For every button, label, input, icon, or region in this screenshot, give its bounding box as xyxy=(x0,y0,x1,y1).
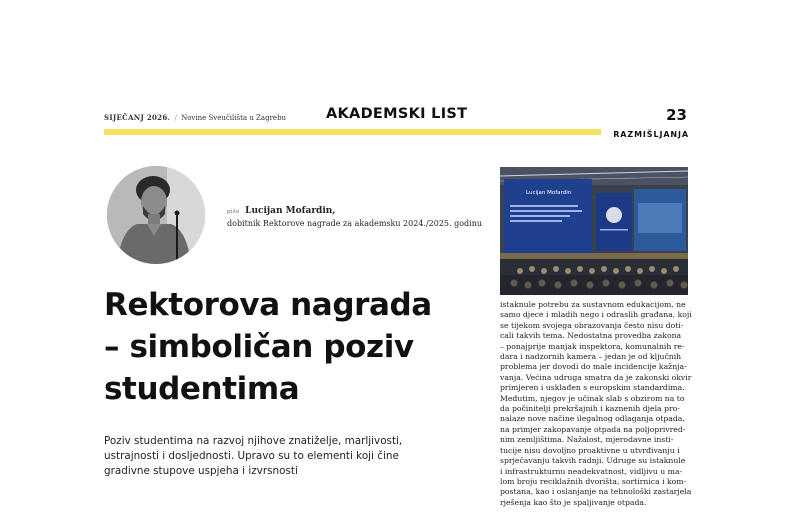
body-line: dara i nadzornih kamera – jedan je od ključnih xyxy=(500,352,682,362)
page-number: 23 xyxy=(666,106,687,124)
issue-date: SIJEČANJ 2026. xyxy=(104,113,171,122)
headline-line: studentima xyxy=(104,371,300,407)
body-line: vanja. Većina udruga smatra da je zakonski okvir xyxy=(500,372,692,382)
body-line: i infrastrukturnu neadekvatnost, vidljivu u ma- xyxy=(500,466,683,476)
body-line: samo djece i mladih nego i odraslih građana, koji xyxy=(500,310,692,320)
body-line: problema jer dovodi do male incidencije kažnja- xyxy=(500,362,687,372)
section-name: RAZMIŠLJANJA xyxy=(613,130,689,139)
body-line: postana, kao i oslanjanje na tehnološki zastarjela xyxy=(500,487,692,497)
issue-info xyxy=(104,113,286,122)
author-name: Lucijan Mofardin, xyxy=(245,206,336,216)
body-line: Međutim, njegov je učinak slab s obzirom na to xyxy=(500,393,685,403)
article-body xyxy=(500,300,690,508)
article-headline xyxy=(104,284,484,410)
lead-line: ustrajnosti i dosljednosti. Upravo su to elementi koji čine xyxy=(104,450,399,462)
body-line: sprječavanju takvih radnji. Udruge su istaknule xyxy=(500,456,686,466)
headline-line: – simboličan poziv xyxy=(104,329,414,365)
byline xyxy=(227,205,482,230)
body-line: – ponajprije manjak inspektora, komunalnih re- xyxy=(500,341,685,351)
body-line: da počinitelji prekršajnih i kaznenih djela pro- xyxy=(500,404,680,414)
article-lead xyxy=(104,434,444,479)
slide-title: Lucijan Mofardin xyxy=(526,190,572,196)
author-description: dobitnik Rektorove nagrade za akademsku 2024./2025. godinu xyxy=(227,219,483,228)
body-line: nim zemljištima. Nažalost, mjerodavne insti- xyxy=(500,435,674,445)
lead-line: Poziv studentima na razvoj njihove znatiželje, marljivosti, xyxy=(104,435,403,447)
event-photo xyxy=(500,167,688,295)
body-line: na primjer zakopavanje otpada na poljoprivred- xyxy=(500,424,686,434)
author-portrait-image xyxy=(107,166,205,264)
lead-line: gradivne stupove uspjeha i izvrsnosti xyxy=(104,465,298,477)
newspaper-name: Novine Sveučilišta u Zagrebu xyxy=(181,114,287,122)
body-line: nalaze nove načine ilegalnog odlaganja otpada, xyxy=(500,414,685,424)
body-line: tucije nisu dovoljno proaktivne u utvrđivanju i xyxy=(500,445,680,455)
body-line: cali takvih tema. Nedostatna provedba zakona xyxy=(500,331,682,341)
body-line: primjeren i usklađen s europskim standardima. xyxy=(500,383,685,393)
author-photo xyxy=(107,166,205,264)
issue-separator: / xyxy=(174,114,177,122)
body-line: se tijekom svojega obrazovanja često nisu doti- xyxy=(500,320,684,330)
body-line: istaknule potrebu za sustavnom edukacijom, ne xyxy=(500,300,686,309)
header-rule xyxy=(104,129,601,135)
conference-hall-image xyxy=(500,167,688,295)
body-line: lom broju reciklažnih dvorišta, sortirnica i kom- xyxy=(500,476,687,486)
masthead-title: AKADEMSKI LIST xyxy=(326,106,468,122)
body-line: rješenja kao što je spaljivanje otpada. xyxy=(500,497,647,507)
headline-line: Rektorova nagrada xyxy=(104,287,432,323)
byline-prefix: piše xyxy=(227,209,240,215)
